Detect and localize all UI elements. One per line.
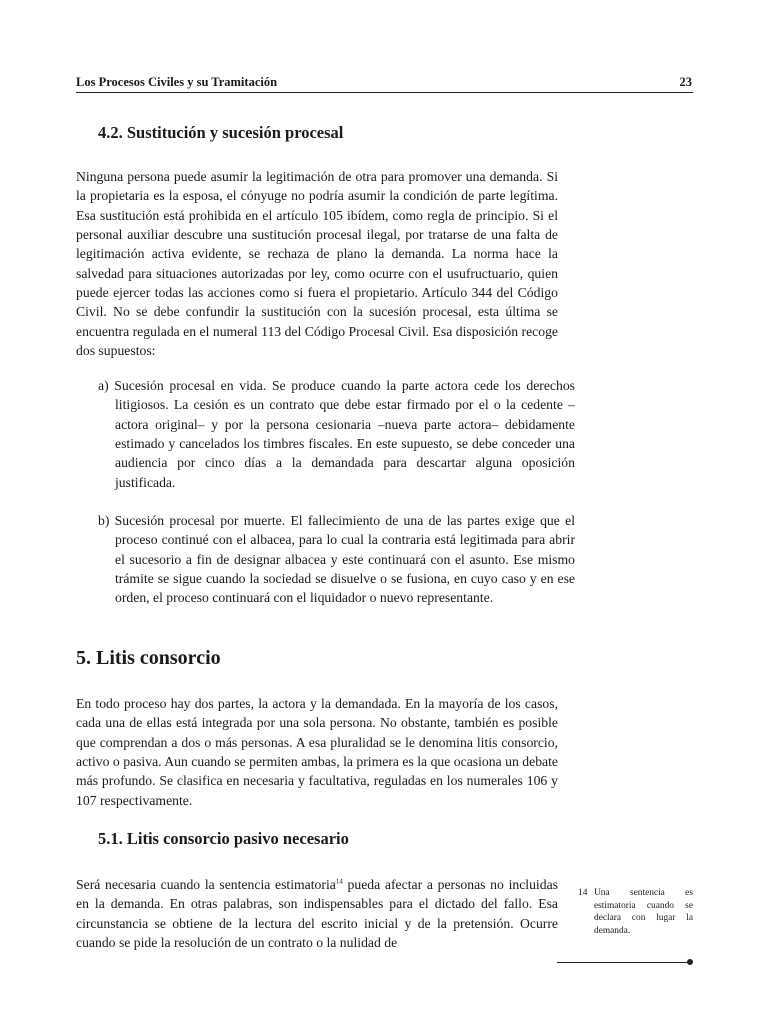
footnote [578,887,693,937]
footnote-text: Una sentencia es estimatoria cuando se declara con lugar la demanda. [594,888,693,936]
paragraph-text-start: Será necesaria cuando la sentencia estimatoria [76,877,336,892]
divider-end-dot [687,959,693,965]
page-number: 23 [679,75,692,89]
footnote-reference[interactable]: 14 [335,877,343,886]
list-item-a: a) Sucesión procesal en vida. Se produce cuando la parte actora cede los derechos litigiosos. La cesión es un contrato que debe estar firmado por el o la cedente –actora original– y por la persona cesionaria –nueva parte actora– debidamente estimado y cancelados los timbres fiscales. En este supuesto, se debe conceder una audiencia por cinco días a la demandada para descartar alguna oposición justificada. [98,378,575,490]
section-5-1-paragraph [76,875,558,952]
section-5-heading: 5. Litis consorcio [76,647,221,669]
section-4-2-paragraph: Ninguna persona puede asumir la legitimación de otra para promover una demanda. Si la propietaria es la esposa, el cónyuge no podría asumir la condición de parte legítima. Esa sustitución está prohibida en el artículo 105 ibídem, como regla de principio. Si el personal auxiliar descubre una sustitución procesal ilegal, por tratarse de una falta de legitimación activa evidente, se rechaza de plano la demanda. La norma hace la salvedad para situaciones autorizadas por ley, como ocurre con el usufructuario, quien puede ejercer todas las acciones como si fuera el propietario. Artículo 344 del Código Civil. No se debe confundir la sustitución con la sucesión procesal, esta última se encuentra regulada en el numeral 113 del Código Procesal Civil. Esa disposición recoge dos supuestos: [76,169,558,359]
running-header [76,74,693,93]
list-item-b: b) Sucesión procesal por muerte. El fallecimiento de una de las partes exige que el proceso continué con el albacea, para lo cual la contraria está legitimada para abrir el sucesorio a fin de designar albacea y este continuará con el asunto. Ese mismo trámite se sigue cuando la sociedad se disuelve o se fusiona, en cuyo caso y en ese orden, el proceso continuará con el liquidador o nuevo representante. [98,513,575,606]
running-header-title: Los Procesos Civiles y su Tramitación [76,75,278,89]
section-5-paragraph: En todo proceso hay dos partes, la actora y la demandada. En la mayoría de los casos, cada una de ellas está integrada por una sola persona. No obstante, también es posible que comprendan a dos o más personas. A esa pluralidad se le denomina litis consorcio, activo o pasiva. Aun cuando se permiten ambas, la primera es la que ocasiona un debate más profundo. Se clasifica en necesaria y facultativa, reguladas en los numerales 106 y 107 respectivamente. [76,696,558,808]
section-4-2-heading: 4.2. Sustitución y sucesión procesal [98,123,344,142]
footnote-divider [557,962,689,963]
paragraph-text-end: pueda afectar a personas no incluidas en la demanda. En otras palabras, son indispensables para el dictado del fallo. Esa circunstancia se obtiene de la lectura del escrito inicial y de la pretensión. Ocurre cuando se pide la resolución de un contrato o la nulidad de [76,877,558,951]
section-5-1-heading: 5.1. Litis consorcio pasivo necesario [98,829,349,848]
footnote-number: 14 [578,888,588,898]
